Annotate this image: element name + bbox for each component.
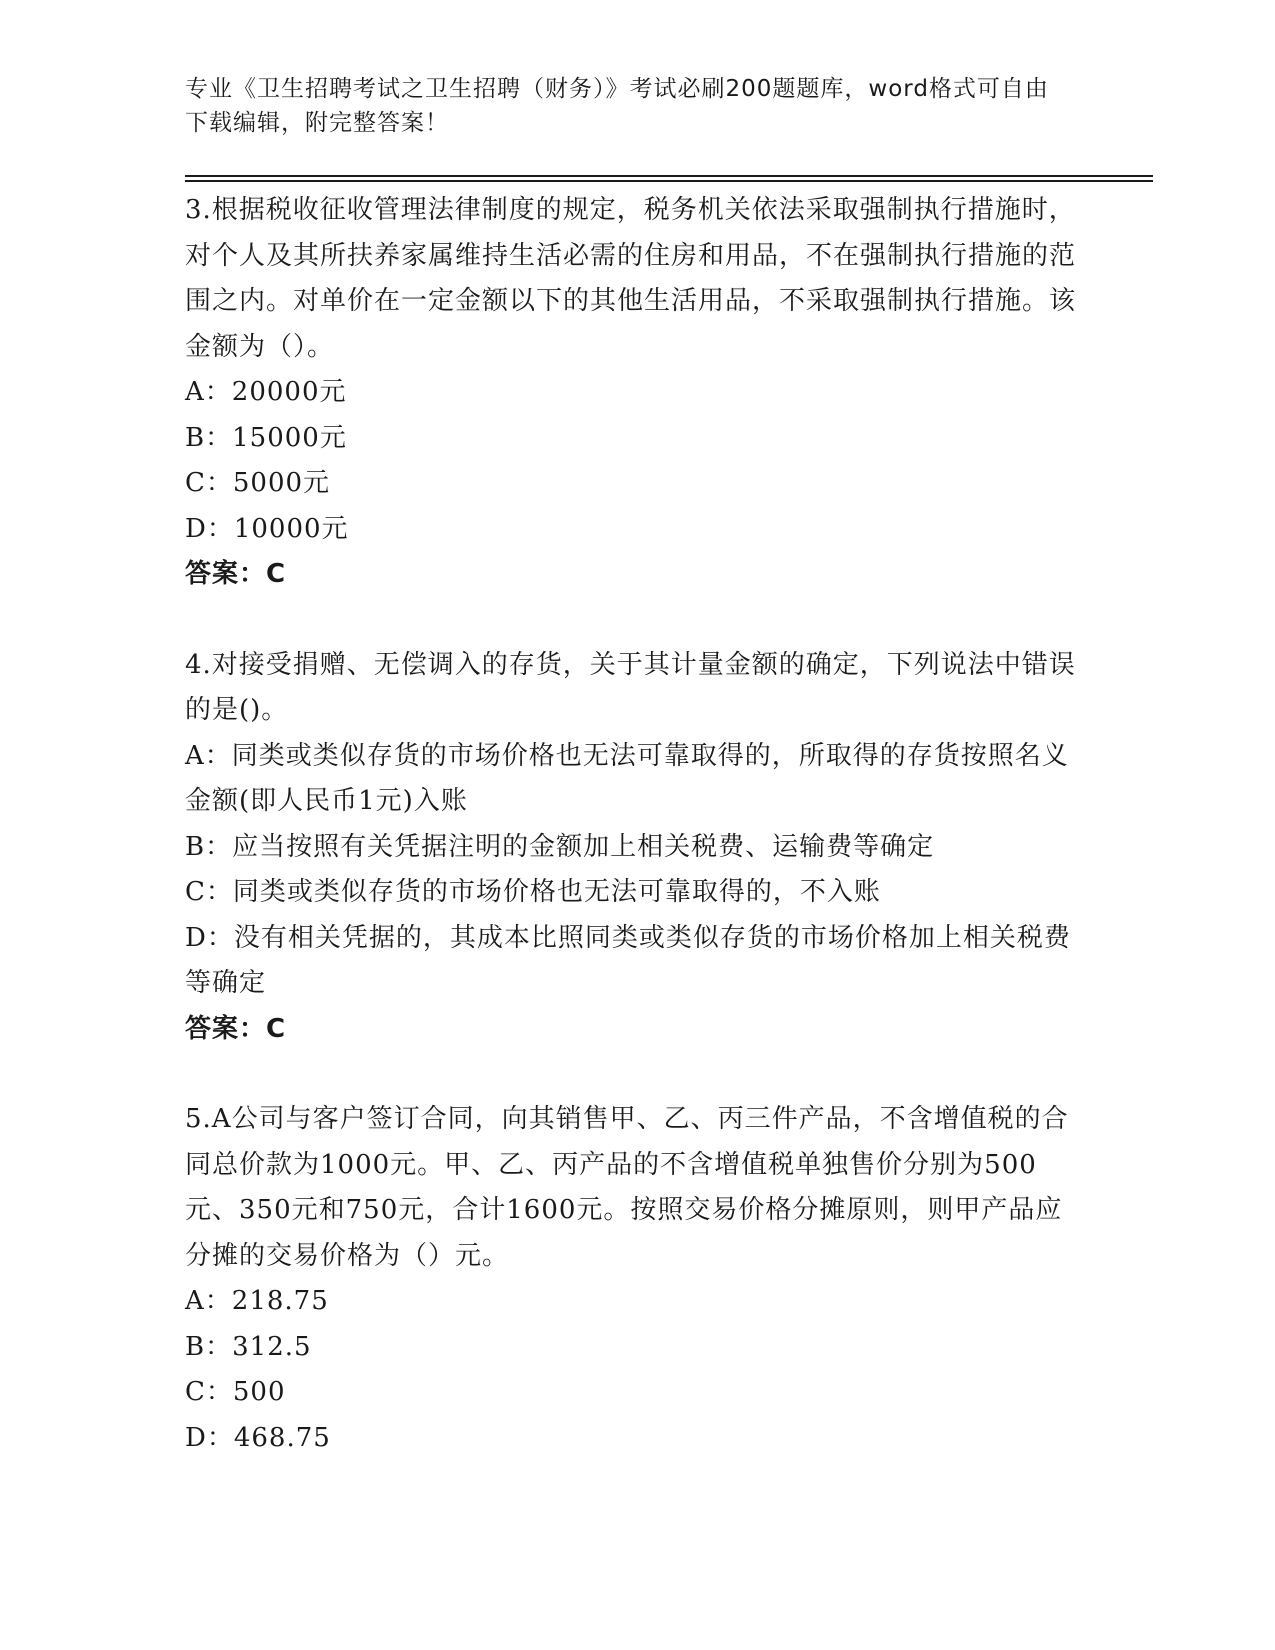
question-stem: 5.A公司与客户签订合同，向其销售甲、乙、丙三件产品，不含增值税的合同总价款为1000元。甲、乙、丙产品的不含增值税单独售价分别为500元、350元和750元，合计1600元。按照交易价格分摊原则，则甲产品应分摊的交易价格为（）元。 — [185, 1104, 1069, 1271]
option-a: A：20000元 — [185, 377, 347, 407]
option-d: D：10000元 — [185, 513, 349, 544]
option-a: A：同类或类似存货的市场价格也无法可靠取得的，所取得的存货按照名义金额(即人民币1元)入账 — [185, 740, 1069, 816]
option-b: B：15000元 — [185, 422, 347, 453]
question-list — [185, 188, 1085, 1461]
header-rule-top — [185, 175, 1153, 177]
question-stem: 4.对接受捐赠、无偿调入的存货，关于其计量金额的确定，下列说法中错误的是()。 — [185, 649, 1076, 725]
header-rule-bottom — [185, 180, 1153, 182]
document-header: 专业《卫生招聘考试之卫生招聘（财务）》考试必刷200题题库，word格式可自由下载编辑，附完整答案！ — [185, 76, 1049, 136]
question-stem: 3.根据税收征收管理法律制度的规定，税务机关依法采取强制执行措施时，对个人及其所扶养家属维持生活必需的住房和用品，不在强制执行措施的范围之内。对单价在一定金额以下的其他生活用品，不采取强制执行措施。该金额为（）。 — [185, 195, 1077, 362]
option-a: A：218.75 — [185, 1286, 329, 1316]
option-b: B：312.5 — [185, 1331, 312, 1362]
option-c: C：5000元 — [185, 468, 331, 498]
option-d: D：468.75 — [185, 1422, 331, 1453]
answer: 答案：C — [185, 559, 287, 589]
spacer — [185, 598, 1085, 643]
option-d: D：没有相关凭据的，其成本比照同类或类似存货的市场价格加上相关税费等确定 — [185, 922, 1071, 998]
question-3 — [185, 188, 1085, 598]
option-c: C：同类或类似存货的市场价格也无法可靠取得的，不入账 — [185, 877, 881, 907]
answer: 答案：C — [185, 1013, 287, 1044]
question-4 — [185, 643, 1085, 1053]
spacer — [185, 1052, 1085, 1097]
option-c: C：500 — [185, 1377, 286, 1407]
question-5 — [185, 1097, 1085, 1461]
option-b: B：应当按照有关凭据注明的金额加上相关税费、运输费等确定 — [185, 831, 935, 862]
